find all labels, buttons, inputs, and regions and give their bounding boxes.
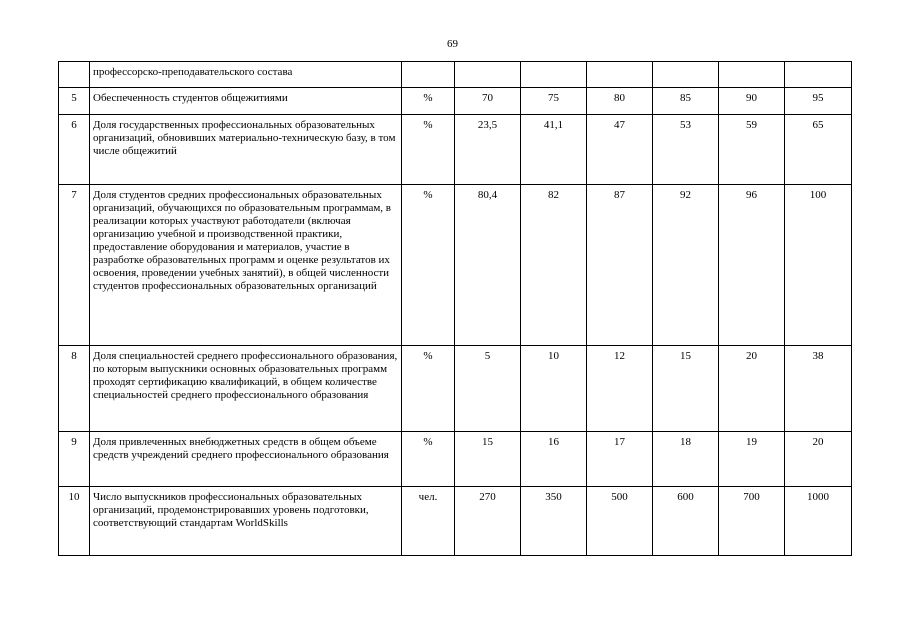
value-cell: 17	[587, 432, 653, 487]
value-cell	[455, 62, 521, 88]
value-cell: 70	[455, 88, 521, 115]
table-row	[59, 185, 852, 346]
value-cell: 82	[521, 185, 587, 346]
indicator-name: Доля специальностей среднего профессионального образования, по которым выпускники основных образовательных программ проходят сертификацию квалификаций, в общем количестве специальностей среднего профессионального образования	[90, 346, 402, 432]
value-cell: 80	[587, 88, 653, 115]
value-cell	[521, 62, 587, 88]
value-cell: 100	[785, 185, 852, 346]
value-cell: 700	[719, 487, 785, 556]
unit-cell: чел.	[402, 487, 455, 556]
value-cell	[719, 62, 785, 88]
value-cell: 600	[653, 487, 719, 556]
indicator-name: профессорско-преподавательского состава	[90, 62, 402, 88]
value-cell: 270	[455, 487, 521, 556]
value-cell	[587, 62, 653, 88]
indicators-table	[58, 61, 852, 556]
value-cell: 41,1	[521, 115, 587, 185]
value-cell: 92	[653, 185, 719, 346]
indicator-name: Доля студентов средних профессиональных образовательных организаций, обучающихся по образовательным программам, в реализации которых участвуют работодатели (включая организацию учебной и производственной практики, предоставление оборудования и материалов, участие в разработке образовательных программ и оценке результатов их освоения, проведении учебных занятий), в общей численности студентов профессиональных образовательных организаций	[90, 185, 402, 346]
value-cell: 47	[587, 115, 653, 185]
unit-cell: %	[402, 88, 455, 115]
row-number: 5	[59, 88, 90, 115]
row-number: 10	[59, 487, 90, 556]
value-cell: 96	[719, 185, 785, 346]
value-cell: 1000	[785, 487, 852, 556]
value-cell: 500	[587, 487, 653, 556]
value-cell: 20	[785, 432, 852, 487]
row-number: 9	[59, 432, 90, 487]
value-cell: 20	[719, 346, 785, 432]
page-number: 69	[447, 38, 458, 50]
table-row	[59, 432, 852, 487]
value-cell: 75	[521, 88, 587, 115]
value-cell: 350	[521, 487, 587, 556]
value-cell: 5	[455, 346, 521, 432]
table-row	[59, 62, 852, 88]
unit-cell: %	[402, 115, 455, 185]
table-row	[59, 88, 852, 115]
table-row	[59, 487, 852, 556]
value-cell: 10	[521, 346, 587, 432]
row-number: 7	[59, 185, 90, 346]
indicator-name: Обеспеченность студентов общежитиями	[90, 88, 402, 115]
row-number	[59, 62, 90, 88]
unit-cell	[402, 62, 455, 88]
value-cell: 16	[521, 432, 587, 487]
value-cell	[785, 62, 852, 88]
value-cell: 87	[587, 185, 653, 346]
value-cell: 90	[719, 88, 785, 115]
value-cell: 53	[653, 115, 719, 185]
value-cell: 19	[719, 432, 785, 487]
value-cell	[653, 62, 719, 88]
value-cell: 15	[653, 346, 719, 432]
row-number: 8	[59, 346, 90, 432]
row-number: 6	[59, 115, 90, 185]
value-cell: 65	[785, 115, 852, 185]
value-cell: 18	[653, 432, 719, 487]
value-cell: 15	[455, 432, 521, 487]
table-row	[59, 115, 852, 185]
value-cell: 85	[653, 88, 719, 115]
indicator-name: Число выпускников профессиональных образовательных организаций, продемонстрировавших уровень подготовки, соответствующий стандартам WorldSkills	[90, 487, 402, 556]
unit-cell: %	[402, 432, 455, 487]
table-row	[59, 346, 852, 432]
value-cell: 59	[719, 115, 785, 185]
value-cell: 23,5	[455, 115, 521, 185]
value-cell: 80,4	[455, 185, 521, 346]
value-cell: 12	[587, 346, 653, 432]
indicator-name: Доля привлеченных внебюджетных средств в общем объеме средств учреждений среднего профессионального образования	[90, 432, 402, 487]
value-cell: 95	[785, 88, 852, 115]
indicator-name: Доля государственных профессиональных образовательных организаций, обновивших материально-техническую базу, в том числе общежитий	[90, 115, 402, 185]
value-cell: 38	[785, 346, 852, 432]
unit-cell: %	[402, 185, 455, 346]
unit-cell: %	[402, 346, 455, 432]
